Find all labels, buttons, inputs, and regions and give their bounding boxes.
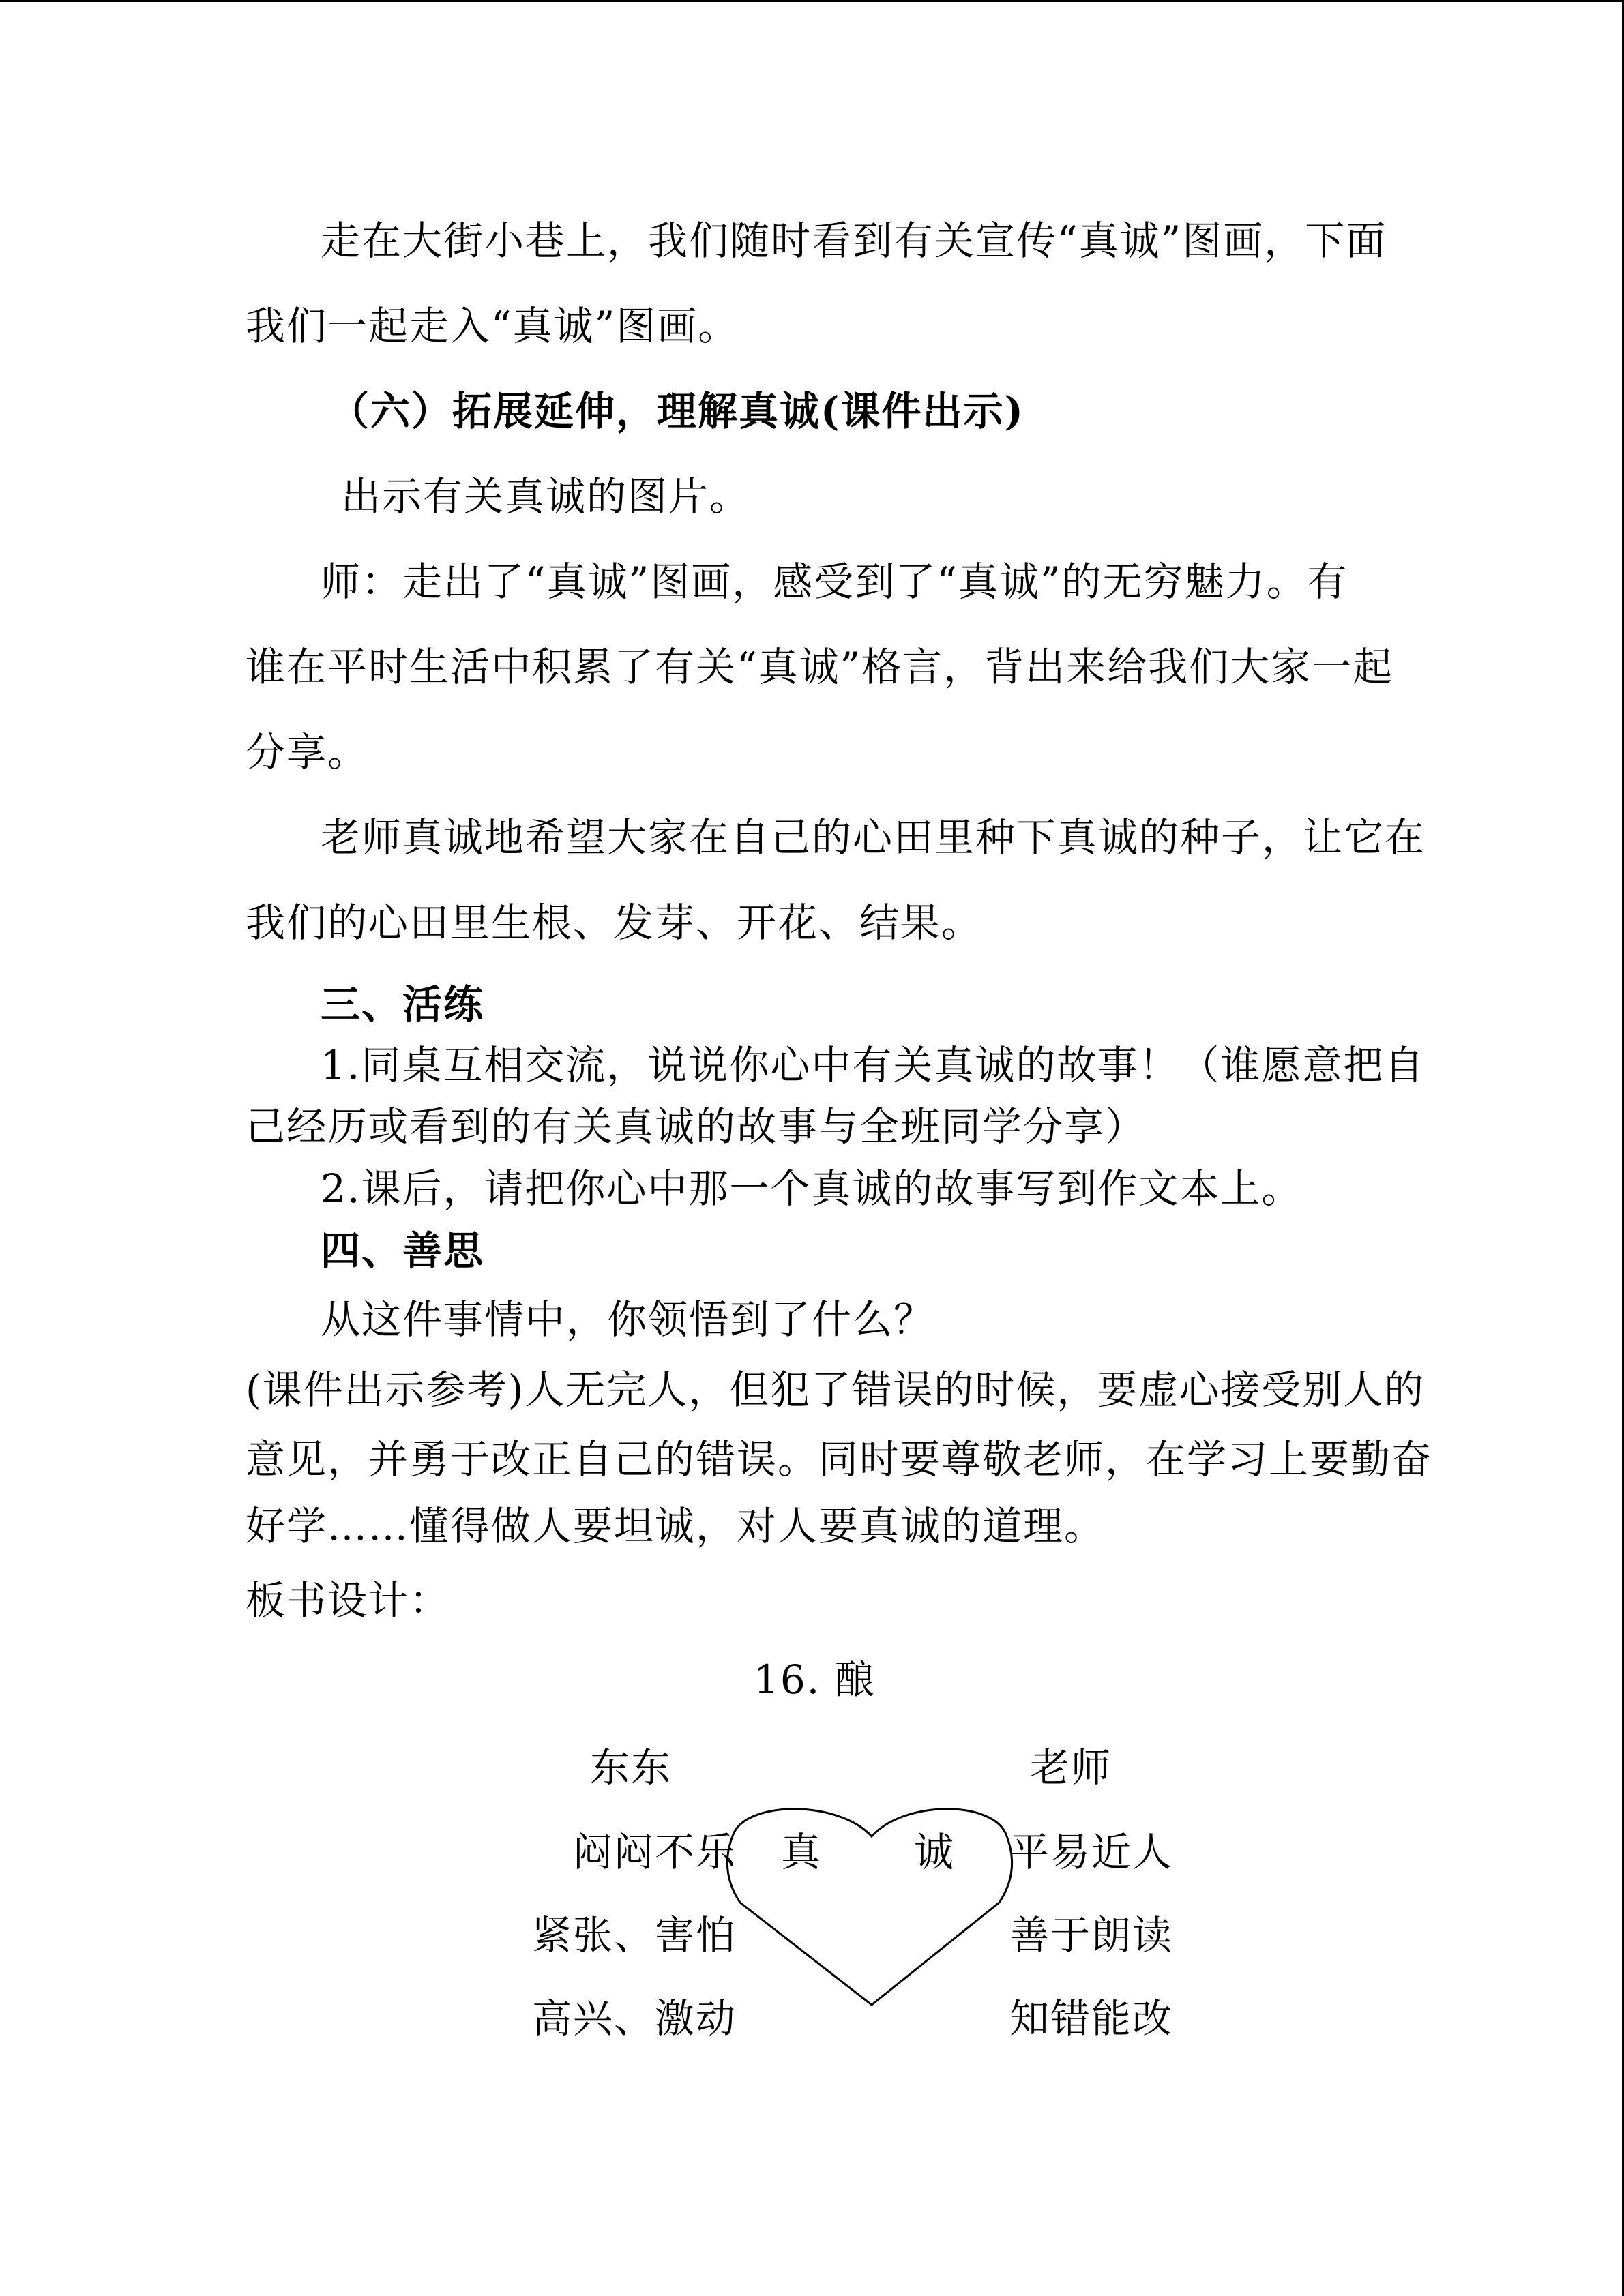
section-heading-4: 四、善思 bbox=[321, 1227, 485, 1274]
paragraph-line: 己经历或看到的有关真诚的故事与全班同学分享） bbox=[246, 1103, 1147, 1150]
board-title: 16. 酿 bbox=[754, 1656, 876, 1703]
board-right-heading: 老师 bbox=[1030, 1744, 1112, 1791]
paragraph-line: 1.同桌互相交流，说说你心中有关真诚的故事！（谁愿意把自 bbox=[321, 1042, 1426, 1088]
paragraph-line: 谁在平时生活中积累了有关“真诚”格言，背出来给我们大家一起 bbox=[246, 644, 1394, 690]
paragraph-line: 老师真诚地希望大家在自己的心田里种下真诚的种子，让它在 bbox=[321, 814, 1426, 861]
board-right-item: 平易近人 bbox=[1009, 1829, 1174, 1875]
paragraph-line: 师：走出了“真诚”图画，感受到了“真诚”的无穷魅力。有 bbox=[321, 558, 1348, 605]
heart-label-left: 真 bbox=[781, 1829, 823, 1875]
paragraph-line: 2.课后，请把你心中那一个真诚的故事写到作文本上。 bbox=[321, 1165, 1303, 1212]
paragraph-line: 意见，并勇于改正自己的错误。同时要尊敬老师，在学习上要勤奋 bbox=[246, 1436, 1433, 1482]
paragraph-line: (课件出示参考)人无完人，但犯了错误的时候，要虚心接受别人的 bbox=[246, 1367, 1426, 1413]
section-heading-6: （六）拓展延伸，理解真诚(课件出示) bbox=[329, 388, 1024, 434]
board-left-item: 紧张、害怕 bbox=[532, 1912, 737, 1958]
paragraph-line: 好学……懂得做人要坦诚，对人要真诚的道理。 bbox=[246, 1503, 1106, 1549]
board-left-item: 高兴、激动 bbox=[532, 1995, 737, 2042]
paragraph-line: 走在大街小巷上，我们随时看到有关宣传“真诚”图画，下面 bbox=[321, 218, 1387, 264]
paragraph-line: 板书设计： bbox=[246, 1577, 451, 1624]
board-left-heading: 东东 bbox=[590, 1744, 673, 1791]
board-right-item: 善于朗读 bbox=[1009, 1912, 1174, 1958]
heart-label-right: 诚 bbox=[914, 1829, 956, 1875]
paragraph-line: 我们的心田里生根、发芽、开花、结果。 bbox=[246, 899, 983, 946]
section-heading-3: 三、活练 bbox=[321, 981, 485, 1028]
board-left-item: 闷闷不乐 bbox=[573, 1829, 737, 1875]
paragraph-line: 出示有关真诚的图片。 bbox=[341, 473, 751, 520]
paragraph-line: 分享。 bbox=[246, 729, 369, 775]
board-right-item: 知错能改 bbox=[1009, 1995, 1174, 2042]
paragraph-line: 从这件事情中，你领悟到了什么？ bbox=[321, 1296, 935, 1343]
paragraph-line: 我们一起走入“真诚”图画。 bbox=[246, 303, 739, 349]
